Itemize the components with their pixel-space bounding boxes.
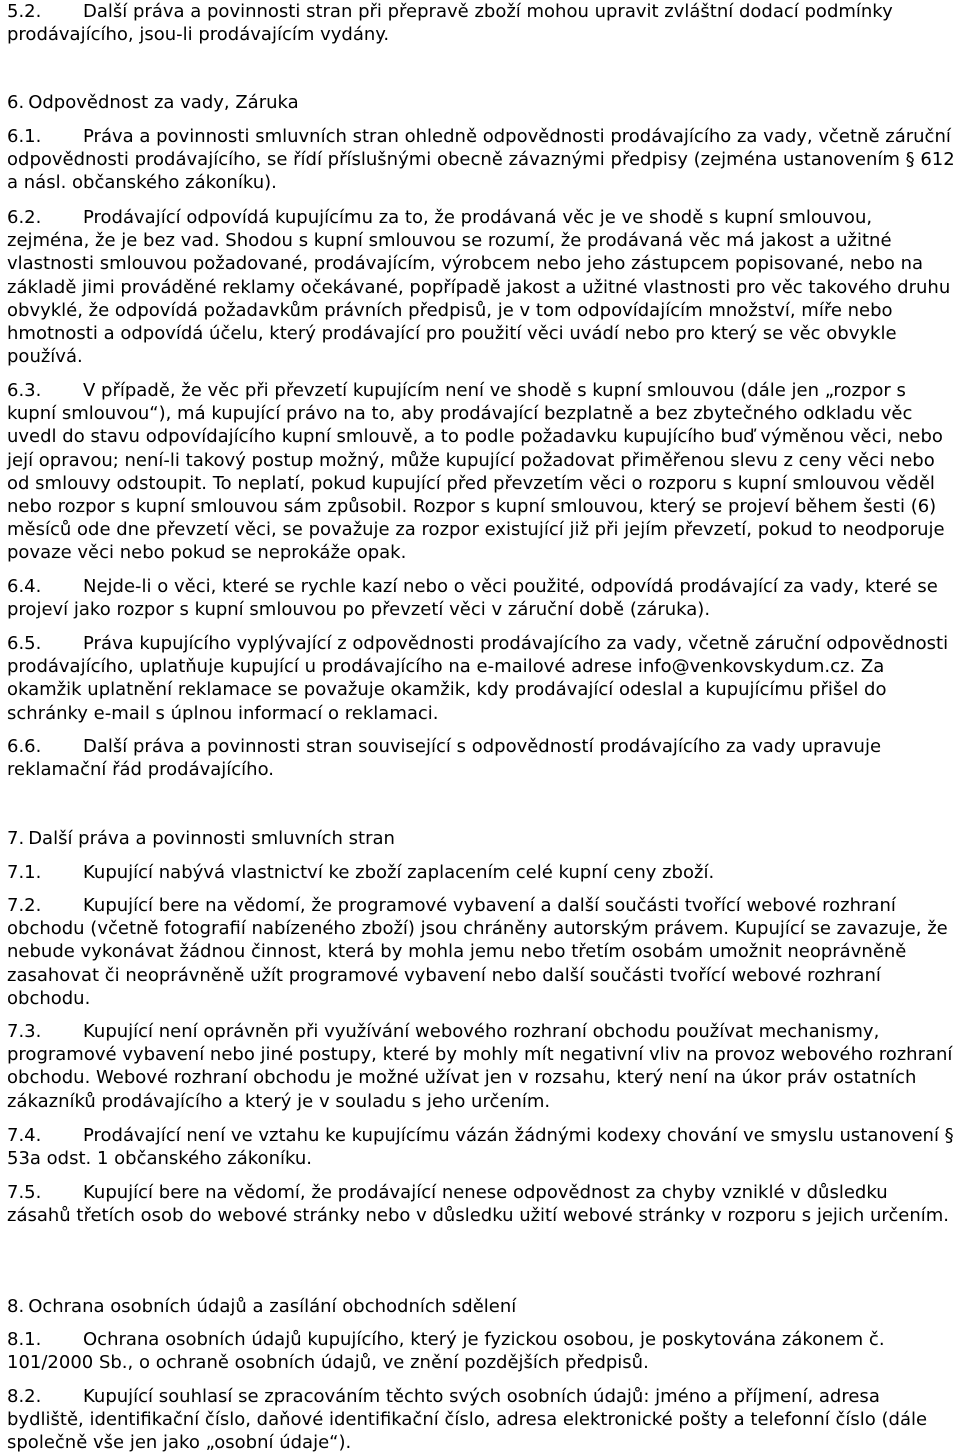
section-title: Ochrana osobních údajů a zasílání obchodních sdělení: [28, 1296, 517, 1317]
paragraph-8-2: [7, 1385, 957, 1455]
paragraph-6-6: [7, 735, 957, 781]
clause-text: Další práva a povinnosti stran při přepravě zboží mohou upravit zvláštní dodací podmínky prodávajícího, jsou-li prodávajícím vydány.: [7, 1, 893, 46]
clause-number: 7.3.: [7, 1021, 42, 1042]
clause-text: Prodávající odpovídá kupujícímu za to, že prodávaná věc je ve shodě s kupní smlouvou, zejména, že je bez vad. Shodou s kupní smlouvou se rozumí, že prodávaná věc má jakost a užitné vlastnosti smlouvou požadované, prodávajícím, výrobcem nebo jeho zástupcem popisované, nebo na základě jimi prováděné reklamy očekávané, popřípadě jakost a užitné vlastnosti pro věc takového druhu obvyklé, že odpovídá požadavkům právních předpisů, je v tom odpovídajícím množství, míře nebo hmotnosti a odpovídá účelu, který prodávající pro použití věci uvádí nebo pro který se věc obvykle používá.: [7, 207, 951, 368]
clause-number: 6.2.: [7, 207, 42, 228]
paragraph-6-2: [7, 206, 957, 368]
clause-number: 8.1.: [7, 1329, 42, 1350]
section-heading-6: [7, 91, 957, 114]
section-number: 6.: [7, 92, 25, 113]
section-title: Odpovědnost za vady, Záruka: [28, 92, 299, 113]
clause-text: Nejde-li o věci, které se rychle kazí nebo o věci použité, odpovídá prodávající za vady, které se projeví jako rozpor s kupní smlouvou po převzetí věci v záruční době (záruka).: [7, 576, 938, 621]
paragraph-6-1: [7, 125, 957, 195]
clause-text: Práva a povinnosti smluvních stran ohledně odpovědnosti prodávajícího za vady, včetně záruční odpovědnosti prodávajícího, se řídí příslušnými obecně závaznými předpisy (zejména ustanovením § 612 a násl. občanského zákoníku).: [7, 126, 955, 194]
clause-number: 8.2.: [7, 1386, 42, 1407]
paragraph-7-1: [7, 861, 957, 884]
clause-number: 7.2.: [7, 895, 42, 916]
clause-text: V případě, že věc při převzetí kupujícím není ve shodě s kupní smlouvou (dále jen „rozpor s kupní smlouvou“), má kupující právo na to, aby prodávající bezplatně a bez zbytečného odkladu věc uvedl do stavu odpovídajícího kupní smlouvě, a to podle požadavku kupujícího buď výměnou věci, nebo její opravou; není-li takový postup možný, může kupující požadovat přiměřenou slevu z ceny věci nebo od smlouvy odstoupit. To neplatí, pokud kupující před převzetím věci o rozporu s kupní smlouvou věděl nebo rozpor s kupní smlouvou sám způsobil. Rozpor s kupní smlouvou, který se projeví během šesti (6) měsíců ode dne převzetí věci, se považuje za rozpor existující již při jejím převzetí, pokud to neodporuje povaze věci nebo pokud se neprokáže opak.: [7, 380, 945, 564]
clause-text: Ochrana osobních údajů kupujícího, který je fyzickou osobou, je poskytována zákonem č. 101/2000 Sb., o ochraně osobních údajů, ve znění pozdějších předpisů.: [7, 1329, 885, 1374]
clause-text: Prodávající není ve vztahu ke kupujícímu vázán žádnými kodexy chování ve smyslu ustanovení § 53a odst. 1 občanského zákoníku.: [7, 1125, 954, 1170]
paragraph-5-2: [7, 0, 957, 46]
clause-text: Kupující nabývá vlastnictví ke zboží zaplacením celé kupní ceny zboží.: [83, 862, 715, 883]
section-heading-7: [7, 827, 957, 850]
clause-number: 6.3.: [7, 380, 42, 401]
section-number: 7.: [7, 828, 25, 849]
clause-text: Kupující není oprávněn při využívání webového rozhraní obchodu používat mechanismy, programové vybavení nebo jiné postupy, které by mohly mít negativní vliv na provoz webového rozhraní obchodu. Webové rozhraní obchodu je možné užívat jen v rozsahu, který není na úkor práv ostatních zákazníků prodávajícího a který je v souladu s jeho určením.: [7, 1021, 953, 1112]
clause-number: 6.1.: [7, 126, 42, 147]
clause-text: Kupující bere na vědomí, že programové vybavení a další součásti tvořící webové rozhraní obchodu (včetně fotografií nabízeného zboží) jsou chráněny autorským právem. Kupující se zavazuje, že nebude vykonávat žádnou činnost, která by mohla jemu nebo třetím osobám umožnit neoprávněně zasahovat či neoprávněně užít programové vybavení nebo další součásti tvořící webové rozhraní obchodu.: [7, 895, 948, 1009]
clause-number: 7.4.: [7, 1125, 42, 1146]
section-number: 8.: [7, 1296, 25, 1317]
paragraph-7-5: [7, 1181, 957, 1227]
paragraph-7-4: [7, 1124, 957, 1170]
clause-number: 7.1.: [7, 862, 42, 883]
clause-number: 7.5.: [7, 1182, 42, 1203]
paragraph-7-2: [7, 894, 957, 1010]
section-heading-8: [7, 1295, 957, 1318]
paragraph-6-4: [7, 575, 957, 621]
clause-number: 5.2.: [7, 1, 42, 22]
paragraph-6-5: [7, 632, 957, 725]
clause-number: 6.5.: [7, 633, 42, 654]
clause-number: 6.4.: [7, 576, 42, 597]
section-title: Další práva a povinnosti smluvních stran: [28, 828, 395, 849]
clause-text: Další práva a povinnosti stran související s odpovědností prodávajícího za vady upravuje reklamační řád prodávajícího.: [7, 736, 882, 781]
paragraph-8-1: [7, 1328, 957, 1374]
clause-text: Kupující bere na vědomí, že prodávající nenese odpovědnost za chyby vzniklé v důsledku zásahů třetích osob do webové stránky nebo v důsledku užití webové stránky v rozporu s jejich určením.: [7, 1182, 950, 1227]
clause-text: Práva kupujícího vyplývající z odpovědnosti prodávajícího za vady, včetně záruční odpovědnosti prodávajícího, uplatňuje kupující u prodávajícího na e-mailové adrese info@venkovskydum.cz. Za okamžik uplatnění reklamace se považuje okamžik, kdy prodávající odeslal a kupujícímu přišel do schránky e-mail s úplnou informací o reklamaci.: [7, 633, 949, 724]
clause-number: 6.6.: [7, 736, 42, 757]
clause-text: Kupující souhlasí se zpracováním těchto svých osobních údajů: jméno a příjmení, adresa bydliště, identifikační číslo, daňové identifikační číslo, adresa elektronické pošty a telefonní číslo (dále společně vše jen jako „osobní údaje“).: [7, 1386, 928, 1454]
paragraph-7-3: [7, 1020, 957, 1113]
paragraph-6-3: [7, 379, 957, 565]
